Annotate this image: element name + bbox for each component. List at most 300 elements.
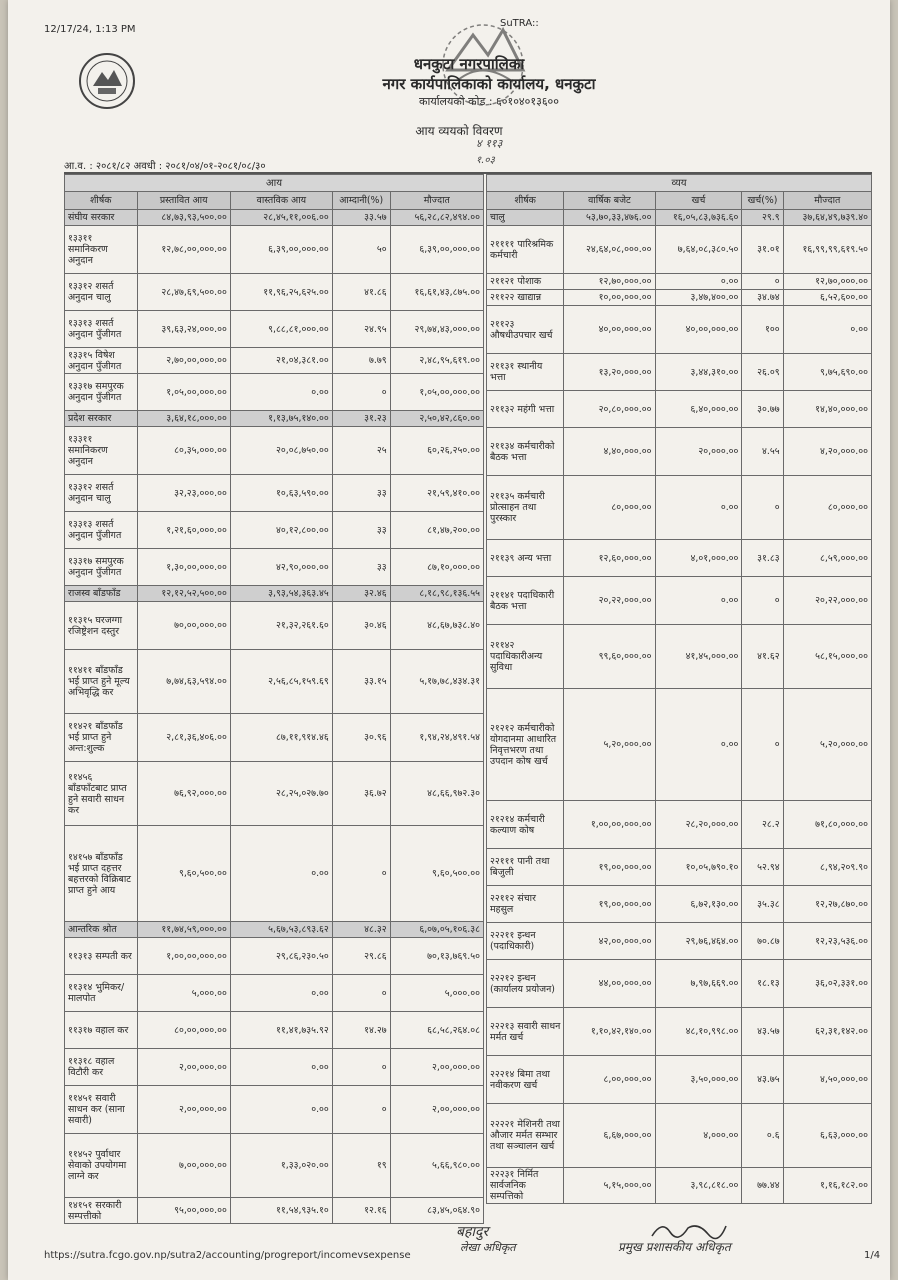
income-row [65, 226, 484, 274]
expense-cell-title: २२२१४ बिमा तथा नवीकरण खर्च [487, 1056, 564, 1104]
income-cell-actual: ३,९३,५४,३६३.४५ [230, 586, 332, 602]
income-row [65, 549, 484, 586]
expense-cell-budget: ९९,६०,०००.०० [564, 625, 655, 689]
income-cell-balance: २,००,०००.०० [390, 1086, 483, 1134]
print-date: 12/17/24, 1:13 PM [44, 24, 136, 35]
income-cell-balance: २,५०,४२,८६०.०० [390, 411, 483, 427]
income-cell-pct: ३३.१५ [332, 650, 390, 714]
expense-cell-pct: ०.६ [742, 1104, 783, 1168]
expense-cell-budget: १,१०,४२,१४०.०० [564, 1008, 655, 1056]
expense-cell-pct: ३०.७७ [742, 391, 783, 428]
income-cell-proposed: ७०,००,०००.०० [137, 602, 230, 650]
income-cell-pct: ३०.९६ [332, 714, 390, 762]
expense-cell-title: २२११२ संचार महसुल [487, 886, 564, 923]
income-col-actual: वास्तविक आय [230, 192, 332, 210]
income-cell-proposed: ७६,९२,०००.०० [137, 762, 230, 826]
expense-row [487, 1168, 872, 1204]
income-cell-pct: १९ [332, 1134, 390, 1198]
expense-cell-spent: ४१,४५,०००.०० [655, 625, 742, 689]
expense-cell-pct: ३४.७४ [742, 290, 783, 306]
expense-cell-budget: ८,००,०००.०० [564, 1056, 655, 1104]
income-cell-proposed: २,००,०००.०० [137, 1086, 230, 1134]
income-cell-balance: ५६,२८,८२,४९४.०० [390, 210, 483, 226]
income-col-proposed: प्रस्तावित आय [137, 192, 230, 210]
income-cell-pct: ० [332, 826, 390, 922]
expense-cell-balance: ५,२०,०००.०० [783, 689, 871, 801]
income-cell-pct: २५ [332, 427, 390, 475]
expense-cell-spent: ४०,००,०००.०० [655, 306, 742, 354]
income-cell-balance: ६,०७,०५,१०६.३८ [390, 922, 483, 938]
income-cell-proposed: १२,७८,००,०००.०० [137, 226, 230, 274]
income-cell-balance: ६०,२६,२५०.०० [390, 427, 483, 475]
expense-cell-budget: ५,१५,०००.०० [564, 1168, 655, 1204]
source-url[interactable]: https://sutra.fcgo.gov.np/sutra2/accounting/progreport/incomevsexpense [44, 1250, 411, 1261]
income-cell-proposed: १,०५,००,०००.०० [137, 374, 230, 411]
expense-cell-title: २११२१ पोशाक [487, 274, 564, 290]
expense-caption: व्यय [487, 175, 872, 192]
expense-cell-balance: ०.०० [783, 306, 871, 354]
income-cell-pct: ३३ [332, 549, 390, 586]
expense-row [487, 1056, 872, 1104]
income-cell-actual: १,३३,०२०.०० [230, 1134, 332, 1198]
income-cell-title: १३३१७ समपुरक अनुदान पुँजीगत [65, 549, 138, 586]
income-cell-title: १३३१२ शसर्त अनुदान चालु [65, 475, 138, 512]
expense-cell-spent: ६,७२,१३०.०० [655, 886, 742, 923]
expense-cell-title: २२२११ इन्धन (पदाधिकारी) [487, 923, 564, 960]
income-cell-pct: ७.७९ [332, 348, 390, 374]
income-section-row [65, 922, 484, 938]
expense-row [487, 290, 872, 306]
expense-cell-budget: १३,२०,०००.०० [564, 354, 655, 391]
expense-cell-spent: ६,४०,०००.०० [655, 391, 742, 428]
expense-cell-pct: ७७.४४ [742, 1168, 783, 1204]
expense-cell-title: २२२३१ निर्मित सार्वजनिक सम्पत्तिको [487, 1168, 564, 1204]
expense-cell-pct: ३५.३८ [742, 886, 783, 923]
expense-cell-spent: ७,६४,०८,३८०.५० [655, 226, 742, 274]
income-cell-proposed: ९,६०,५००.०० [137, 826, 230, 922]
expense-cell-budget: १९,००,०००.०० [564, 886, 655, 923]
income-cell-actual: २,५६,८५,१५९.६९ [230, 650, 332, 714]
income-cell-title: ११४५६ बाँडफाँटबाट प्राप्त हुने सवारी साधन कर [65, 762, 138, 826]
expense-cell-balance: १२,२३,५३६.०० [783, 923, 871, 960]
cao-role: प्रमुख प्रशासकीय अधिकृत [618, 1240, 731, 1254]
expense-cell-title: २११३४ कर्मचारीको बैठक भत्ता [487, 428, 564, 476]
income-rows [65, 210, 484, 1224]
expense-row [487, 689, 872, 801]
income-cell-proposed: ८०,००,०००.०० [137, 1012, 230, 1049]
income-cell-title: आन्तरिक श्रोत [65, 922, 138, 938]
expense-row [487, 923, 872, 960]
income-cell-title: १३३१३ शसर्त अनुदान पुँजीगत [65, 311, 138, 348]
income-row [65, 1049, 484, 1086]
expense-cell-balance: ३७,६४,४९,७३९.४० [783, 210, 871, 226]
expense-rows [487, 210, 872, 1204]
income-cell-title: १३३१२ शसर्त अनुदान चालु [65, 274, 138, 311]
expense-cell-pct: १८.१३ [742, 960, 783, 1008]
expense-cell-pct: ५२.९४ [742, 849, 783, 886]
income-row [65, 762, 484, 826]
income-cell-actual: १०,६३,५९०.०० [230, 475, 332, 512]
income-cell-balance: २१,५९,४१०.०० [390, 475, 483, 512]
expense-cell-budget: १,००,००,०००.०० [564, 801, 655, 849]
income-cell-actual: २८,४५,११,००६.०० [230, 210, 332, 226]
expense-cell-spent: ३,९८,८१८.०० [655, 1168, 742, 1204]
expense-row [487, 354, 872, 391]
expense-cell-balance: २०,२२,०००.०० [783, 577, 871, 625]
report-title: आय व्ययको विवरण [415, 124, 503, 138]
income-cell-actual: ४०,१२,८००.०० [230, 512, 332, 549]
income-cell-pct: २९.८६ [332, 938, 390, 975]
expense-cell-spent: ०.०० [655, 689, 742, 801]
expense-cell-title: २१२१२ कर्मचारीको योगदानमा आधारित निवृत्तभरण तथा उपदान कोष खर्च [487, 689, 564, 801]
income-cell-pct: ४१.८६ [332, 274, 390, 311]
expense-cell-title: २११४१ पदाधिकारी बैठक भत्ता [487, 577, 564, 625]
income-cell-proposed: १,००,००,०००.०० [137, 938, 230, 975]
income-cell-balance: ५,६६,९८०.०० [390, 1134, 483, 1198]
income-cell-balance: ८,१८,९८,१३६.५५ [390, 586, 483, 602]
income-cell-proposed: ९५,००,०००.०० [137, 1198, 230, 1224]
income-cell-actual: ०.०० [230, 975, 332, 1012]
income-cell-actual: ०.०० [230, 1049, 332, 1086]
expense-section-row [487, 210, 872, 226]
income-cell-title: प्रदेश सरकार [65, 411, 138, 427]
income-cell-title: ११३१७ वहाल कर [65, 1012, 138, 1049]
expense-row [487, 849, 872, 886]
income-cell-balance: १६,६१,४३,८७५.०० [390, 274, 483, 311]
expense-cell-spent: ३,४७,४००.०० [655, 290, 742, 306]
income-cell-proposed: ३,६४,१८,०००.०० [137, 411, 230, 427]
expense-cell-title: २११३५ कर्मचारी प्रोत्साहन तथा पुरस्कार [487, 476, 564, 540]
income-cell-balance: १,९४,२४,४९१.५४ [390, 714, 483, 762]
expense-cell-title: चालु [487, 210, 564, 226]
income-cell-title: १३३१३ शसर्त अनुदान पुँजीगत [65, 512, 138, 549]
income-cell-title: १४१५७ बाँडफाँड भई प्राप्त दहत्तर बहत्तरको विक्रिबाट प्राप्त हुने आय [65, 826, 138, 922]
expense-cell-title: २२१११ पानी तथा बिजुली [487, 849, 564, 886]
income-row [65, 938, 484, 975]
expense-row [487, 886, 872, 923]
income-cell-proposed: १,२१,६०,०००.०० [137, 512, 230, 549]
income-cell-title: ११३१३ सम्पती कर [65, 938, 138, 975]
expense-cell-spent: ०.०० [655, 577, 742, 625]
income-cell-actual: १,१३,७५,१४०.०० [230, 411, 332, 427]
income-cell-pct: १४.२७ [332, 1012, 390, 1049]
expense-row [487, 577, 872, 625]
expense-cell-spent: १६,०५,८३,७३६.६० [655, 210, 742, 226]
income-cell-balance: ६८,५८,२६४.०८ [390, 1012, 483, 1049]
expense-cell-pct: ३१.०१ [742, 226, 783, 274]
expense-cell-balance: १२,७०,०००.०० [783, 274, 871, 290]
handwritten-note-2: १.०३ [476, 155, 495, 166]
expense-row [487, 1104, 872, 1168]
income-cell-title: ११४२१ बाँडफाँड भई प्राप्त हुने अन्त:शुल्क [65, 714, 138, 762]
expense-cell-budget: २०,८०,०००.०० [564, 391, 655, 428]
income-cell-balance: २९,७४,४३,०००.०० [390, 311, 483, 348]
income-row [65, 714, 484, 762]
income-cell-pct: ३३ [332, 512, 390, 549]
income-cell-proposed: २,००,०००.०० [137, 1049, 230, 1086]
expense-cell-balance: ३६,०२,३३१.०० [783, 960, 871, 1008]
income-cell-title: संघीय सरकार [65, 210, 138, 226]
income-caption: आय [65, 175, 484, 192]
income-cell-pct: ० [332, 1086, 390, 1134]
income-cell-proposed: २८,४७,६९,५००.०० [137, 274, 230, 311]
income-cell-actual: ५,६७,५३,८९३.६२ [230, 922, 332, 938]
expense-cell-balance: १४,४०,०००.०० [783, 391, 871, 428]
income-cell-balance: ७०,१३,७६९.५० [390, 938, 483, 975]
income-row [65, 826, 484, 922]
expense-cell-pct: ० [742, 689, 783, 801]
income-cell-balance: २,४८,९५,६१९.०० [390, 348, 483, 374]
income-cell-title: ११४५२ पुर्वाधार सेवाको उपयोगमा लाग्ने कर [65, 1134, 138, 1198]
income-col-percent: आम्दानी(%) [332, 192, 390, 210]
income-cell-balance: ८३,४५,०६४.९० [390, 1198, 483, 1224]
expense-cell-budget: २०,२२,०००.०० [564, 577, 655, 625]
expense-cell-balance: ६,६३,०००.०० [783, 1104, 871, 1168]
expense-cell-spent: ४,०००.०० [655, 1104, 742, 1168]
income-cell-proposed: २,८१,३६,४०६.०० [137, 714, 230, 762]
expense-cell-spent: १०,०५,७९०.१० [655, 849, 742, 886]
income-cell-actual: ८७,११,९१४.४६ [230, 714, 332, 762]
expense-cell-pct: २६.०९ [742, 354, 783, 391]
expense-cell-balance: ८,९४,२०९.९० [783, 849, 871, 886]
income-cell-proposed: ३९,६३,२४,०००.०० [137, 311, 230, 348]
expense-cell-spent: ३,४४,३१०.०० [655, 354, 742, 391]
expense-cell-budget: ५३,७०,३३,४७६.०० [564, 210, 655, 226]
expense-cell-pct: ० [742, 577, 783, 625]
expense-cell-title: २२२१२ इन्धन (कार्यालय प्रयोजन) [487, 960, 564, 1008]
income-cell-title: ११४११ बाँडफाँड भई प्राप्त हुने मूल्य अभिवृद्धि कर [65, 650, 138, 714]
expense-cell-budget: ४०,००,०००.०० [564, 306, 655, 354]
income-cell-balance: ८१,४७,२००.०० [390, 512, 483, 549]
expense-cell-pct: ४.५५ [742, 428, 783, 476]
expense-cell-spent: २९,७६,४६४.०० [655, 923, 742, 960]
page-number: 1/4 [864, 1250, 881, 1261]
expense-cell-pct: ३१.८३ [742, 540, 783, 577]
expense-cell-title: २११४२ पदाधिकारीअन्य सुविधा [487, 625, 564, 689]
income-cell-pct: ३३.५७ [332, 210, 390, 226]
expense-row [487, 625, 872, 689]
income-cell-title: १३३११ समानिकरण अनुदान [65, 427, 138, 475]
expense-cell-title: २२२२१ मेशिनरी तथा औजार मर्मत सम्भार तथा सञ्चालन खर्च [487, 1104, 564, 1168]
expense-cell-pct: १०० [742, 306, 783, 354]
expense-cell-budget: १९,००,०००.०० [564, 849, 655, 886]
income-cell-proposed: १,३०,००,०००.०० [137, 549, 230, 586]
income-cell-proposed: ११,७४,५९,०००.०० [137, 922, 230, 938]
sutra-brand: SuTRA:: [500, 18, 539, 29]
income-cell-proposed: ७,००,०००.०० [137, 1134, 230, 1198]
income-cell-proposed: ८४,७३,९३,५००.०० [137, 210, 230, 226]
income-cell-actual: ११,४१,७३५.९२ [230, 1012, 332, 1049]
income-col-title: शीर्षक [65, 192, 138, 210]
income-cell-pct: ३०.४६ [332, 602, 390, 650]
expense-cell-spent: ४८,१०,९९८.०० [655, 1008, 742, 1056]
expense-cell-pct: ४३.५७ [742, 1008, 783, 1056]
expense-cell-balance: १२,२७,८७०.०० [783, 886, 871, 923]
income-cell-balance: ५,१७,७८,४३४.३१ [390, 650, 483, 714]
expense-cell-pct: ७०.८७ [742, 923, 783, 960]
income-cell-pct: ३३ [332, 475, 390, 512]
expense-cell-pct: ० [742, 274, 783, 290]
handwritten-note: ४ ११३ [476, 137, 503, 150]
expense-cell-title: २११३९ अन्य भत्ता [487, 540, 564, 577]
expense-cell-title: २११२२ खाद्यान्न [487, 290, 564, 306]
income-cell-proposed: १२,१२,५२,५००.०० [137, 586, 230, 602]
income-row [65, 274, 484, 311]
income-cell-title: ११३१५ घरजग्गा रजिष्ट्रेशन दस्तुर [65, 602, 138, 650]
income-cell-balance: २,००,०००.०० [390, 1049, 483, 1086]
income-row [65, 1134, 484, 1198]
expense-cell-spent: ७,९७,६६९.०० [655, 960, 742, 1008]
accountant-signature: बहादुर [456, 1224, 489, 1240]
income-row [65, 427, 484, 475]
expense-cell-pct: ४१.६२ [742, 625, 783, 689]
income-col-balance: मौज्दात [390, 192, 483, 210]
income-row [65, 650, 484, 714]
expense-col-balance: मौज्दात [783, 192, 871, 210]
expense-cell-budget: ४२,००,०००.०० [564, 923, 655, 960]
expense-cell-balance: ९,७५,६९०.०० [783, 354, 871, 391]
income-row [65, 475, 484, 512]
expense-cell-title: २११२३ औषधीउपचार खर्च [487, 306, 564, 354]
document-page [8, 0, 890, 1280]
income-cell-balance: १,०५,००,०००.०० [390, 374, 483, 411]
expense-cell-budget: ८०,०००.०० [564, 476, 655, 540]
accountant-role: लेखा अधिकृत [460, 1241, 516, 1254]
income-row [65, 311, 484, 348]
income-cell-title: १३३१५ विषेश अनुदान पुँजीगत [65, 348, 138, 374]
expense-cell-balance: ६,५२,६००.०० [783, 290, 871, 306]
expense-cell-budget: ५,२०,०००.०० [564, 689, 655, 801]
income-cell-pct: ० [332, 1049, 390, 1086]
income-row [65, 374, 484, 411]
expense-cell-balance: १६,९९,९९,६१९.५० [783, 226, 871, 274]
expense-cell-spent: २०,०००.०० [655, 428, 742, 476]
income-cell-title: ११३१४ भुमिकर/ मालपोत [65, 975, 138, 1012]
expense-col-title: शीर्षक [487, 192, 564, 210]
expense-cell-balance: ८०,०००.०० [783, 476, 871, 540]
expense-row [487, 226, 872, 274]
expense-cell-spent: २८,२०,०००.०० [655, 801, 742, 849]
expense-row [487, 476, 872, 540]
income-cell-actual: २९,८६,२३०.५० [230, 938, 332, 975]
expense-cell-title: २११११ पारिश्रमिक कर्मचारी [487, 226, 564, 274]
income-cell-pct: १२.१६ [332, 1198, 390, 1224]
expense-cell-spent: ०.०० [655, 476, 742, 540]
income-cell-pct: ३२.४६ [332, 586, 390, 602]
income-cell-title: ११४५१ सवारी साधन कर (साना सवारी) [65, 1086, 138, 1134]
income-cell-actual: ९,८८,८१,०००.०० [230, 311, 332, 348]
income-cell-pct: २४.९५ [332, 311, 390, 348]
income-row [65, 1198, 484, 1224]
income-cell-balance: ५,०००.०० [390, 975, 483, 1012]
income-cell-proposed: ७,७४,६३,५९४.०० [137, 650, 230, 714]
income-cell-pct: ३१.२३ [332, 411, 390, 427]
income-row [65, 348, 484, 374]
income-cell-balance: ९,६०,५००.०० [390, 826, 483, 922]
expense-cell-budget: ४४,००,०००.०० [564, 960, 655, 1008]
expense-cell-balance: ७१,८०,०००.०० [783, 801, 871, 849]
expense-cell-pct: २९.९ [742, 210, 783, 226]
expense-cell-pct: ४३.७५ [742, 1056, 783, 1104]
income-cell-proposed: ५,०००.०० [137, 975, 230, 1012]
expense-col-budget: वार्षिक बजेट [564, 192, 655, 210]
income-cell-actual: ४२,९०,०००.०० [230, 549, 332, 586]
expense-cell-title: २११३१ स्थानीय भत्ता [487, 354, 564, 391]
income-section-row [65, 210, 484, 226]
income-cell-actual: २८,२५,०२७.७० [230, 762, 332, 826]
expense-row [487, 428, 872, 476]
expense-cell-balance: १,१६,१८२.०० [783, 1168, 871, 1204]
expense-row [487, 1008, 872, 1056]
expense-cell-balance: ५८,१५,०००.०० [783, 625, 871, 689]
expense-cell-spent: ३,५०,०००.०० [655, 1056, 742, 1104]
income-cell-actual: ०.०० [230, 374, 332, 411]
income-cell-actual: ११,५४,९३५.१० [230, 1198, 332, 1224]
expense-cell-title: २२२१३ सवारी साधन मर्मत खर्च [487, 1008, 564, 1056]
expense-cell-balance: ४,५०,०००.०० [783, 1056, 871, 1104]
expense-cell-budget: २४,६४,०८,०००.०० [564, 226, 655, 274]
expense-cell-pct: ० [742, 476, 783, 540]
income-cell-actual: २०,०८,७५०.०० [230, 427, 332, 475]
income-row [65, 602, 484, 650]
office-code: कार्यालयको कोड : ६०१०४०१३६०० [419, 95, 559, 108]
income-cell-balance: ४८,६६,९७२.३० [390, 762, 483, 826]
expense-cell-title: २११३२ महंगी भत्ता [487, 391, 564, 428]
expense-cell-budget: १२,७०,०००.०० [564, 274, 655, 290]
expense-cell-balance: ६२,३१,१४२.०० [783, 1008, 871, 1056]
income-table [64, 174, 484, 1224]
expense-cell-budget: १२,६०,०००.०० [564, 540, 655, 577]
expense-row [487, 274, 872, 290]
expense-cell-balance: ४,२०,०००.०० [783, 428, 871, 476]
expense-col-percent: खर्च(%) [742, 192, 783, 210]
income-cell-pct: ४८.३२ [332, 922, 390, 938]
expense-row [487, 801, 872, 849]
income-cell-title: १३३१७ समपुरक अनुदान पुँजीगत [65, 374, 138, 411]
income-cell-actual: २१,०४,३८१.०० [230, 348, 332, 374]
income-cell-title: ११३१८ वहाल विटौरी कर [65, 1049, 138, 1086]
expense-cell-budget: ६,६७,०००.०० [564, 1104, 655, 1168]
income-cell-proposed: २,७०,००,०००.०० [137, 348, 230, 374]
income-cell-actual: ०.०० [230, 826, 332, 922]
expense-row [487, 391, 872, 428]
income-section-row [65, 586, 484, 602]
income-cell-balance: ६,३९,००,०००.०० [390, 226, 483, 274]
expense-cell-spent: ०.०० [655, 274, 742, 290]
expense-cell-balance: ८,५९,०००.०० [783, 540, 871, 577]
income-cell-pct: ३६.७२ [332, 762, 390, 826]
income-cell-pct: ५० [332, 226, 390, 274]
fiscal-year-period: आ.व. : २०८१/८२ अवधी : २०८१/०४/०१-२०८१/०८/३० [64, 161, 266, 172]
income-cell-proposed: ८०,३५,०००.०० [137, 427, 230, 475]
income-cell-pct: ० [332, 975, 390, 1012]
expense-table [486, 174, 872, 1204]
income-row [65, 512, 484, 549]
expense-row [487, 306, 872, 354]
income-row [65, 1086, 484, 1134]
expense-cell-pct: २८.२ [742, 801, 783, 849]
income-cell-balance: ८७,१०,०००.०० [390, 549, 483, 586]
expense-cell-budget: १०,००,०००.०० [564, 290, 655, 306]
income-section-row [65, 411, 484, 427]
expense-cell-budget: ४,४०,०००.०० [564, 428, 655, 476]
income-cell-actual: ०.०० [230, 1086, 332, 1134]
income-cell-actual: २१,३२,२६१.६० [230, 602, 332, 650]
expense-cell-title: २१२१४ कर्मचारी कल्याण कोष [487, 801, 564, 849]
office-title: नगर कार्यपालिकाको कार्यालय, धनकुटा [382, 75, 596, 93]
expense-cell-spent: ४,०१,०००.०० [655, 540, 742, 577]
income-cell-title: राजस्व बाँडफाँड [65, 586, 138, 602]
